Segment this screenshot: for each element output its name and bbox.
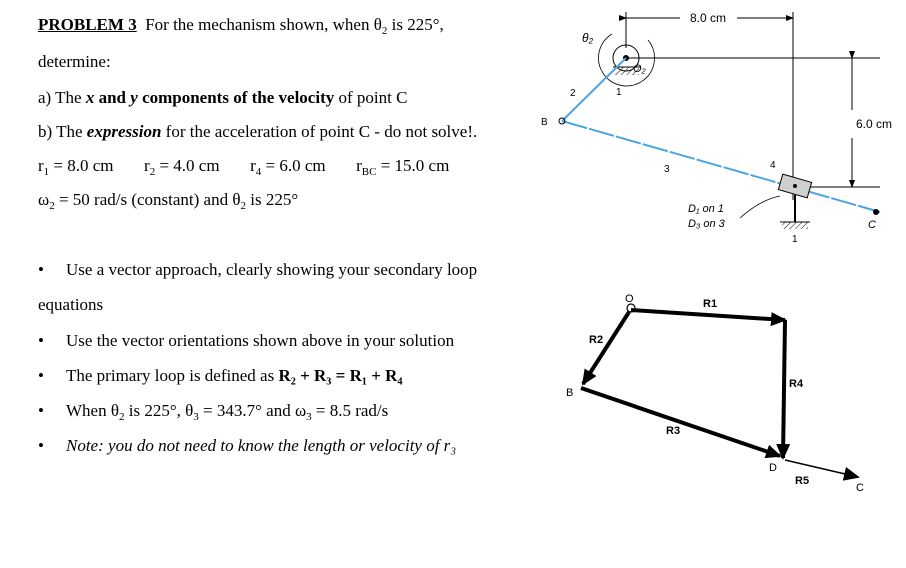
d1-label: D₁ on 1 [688,203,724,215]
vector-r2 [583,312,629,384]
vector-r3 [581,388,780,456]
dim-right-label: 6.0 cm [856,117,893,131]
part-a: a) The x and y components of the velocity of point C [38,88,408,107]
ground-1b-label: 1 [792,234,798,245]
o2-label: O₂ [633,63,646,75]
vec-o-label: O [625,293,634,305]
vec-r5-label: R5 [795,475,810,487]
vec-r4-label: R4 [789,378,804,390]
bullet-vector-approach: Use a vector approach, clearly showing your secondary loop [66,260,478,279]
dim-top-label: 8.0 cm [689,11,727,25]
vec-c-label: C [856,482,864,494]
bullet-dot: • [38,401,44,420]
d3-label: D₃ on 3 [688,218,725,230]
b-label: B [541,117,548,128]
bullet-dot: • [38,260,44,279]
param-rbc: $r_{BC} = 15.0$ cm [356,156,450,178]
dimension-6cm [800,58,892,187]
slider-block [770,160,812,245]
omega-line: $\omega_2 = 50$ rad/s (constant) and $\theta_2$ is 225° [38,190,299,212]
bullet-given-values: When $\theta_2$ is 225°, $\theta_3 = 343.7^\circ$ and $\omega_3 = 8.5$ rad/s [66,401,389,423]
bullet-vector-approach-cont: equations [38,295,104,314]
vector-r4 [783,320,785,458]
bullet-dot: • [38,366,44,385]
dimension-8cm [626,11,793,48]
vector-r1 [631,310,785,320]
vec-r3-label: R3 [666,425,681,437]
point-c [873,209,879,215]
bullet-dot: • [38,436,44,455]
theta2-label: θ₂ [582,31,594,45]
vec-r2-label: R2 [589,334,604,346]
ground-1-label: 1 [616,87,622,98]
determine-text: determine: [38,52,111,71]
vec-b-label: B [566,387,574,399]
part-b: b) The expression for the acceleration of point C - do not solve!. [38,122,478,141]
param-r1: $r_1 = 8.0$ cm [38,156,114,178]
vec-d-label: D [769,462,777,474]
o2-pivot [613,45,647,98]
bullet-primary-loop: The primary loop is defined as R₂ + R₃ = R₁ + R₄ [66,366,403,385]
c-label: C [868,219,876,231]
bullet-note: Note: you do not need to know the length or velocity of r₃ [66,436,457,455]
vector-loop-diagram [566,293,864,494]
link-3 [562,121,880,212]
vec-r1-label: R1 [703,298,718,310]
link4-label: 4 [770,160,776,171]
leader-line [740,196,780,218]
link3-label: 3 [664,164,670,175]
param-r2: $r_2 = 4.0$ cm [144,156,220,178]
problem-intro: PROBLEM 3 For the mechanism shown, when $\theta_2$ is 225°, [38,15,444,37]
param-r4: $r_4 = 6.0$ cm [250,156,326,178]
problem-heading: PROBLEM 3 [38,15,137,34]
bullet-orientations: Use the vector orientations shown above in your solution [66,331,455,350]
bullet-dot: • [38,331,44,350]
link2-label: 2 [570,88,576,99]
